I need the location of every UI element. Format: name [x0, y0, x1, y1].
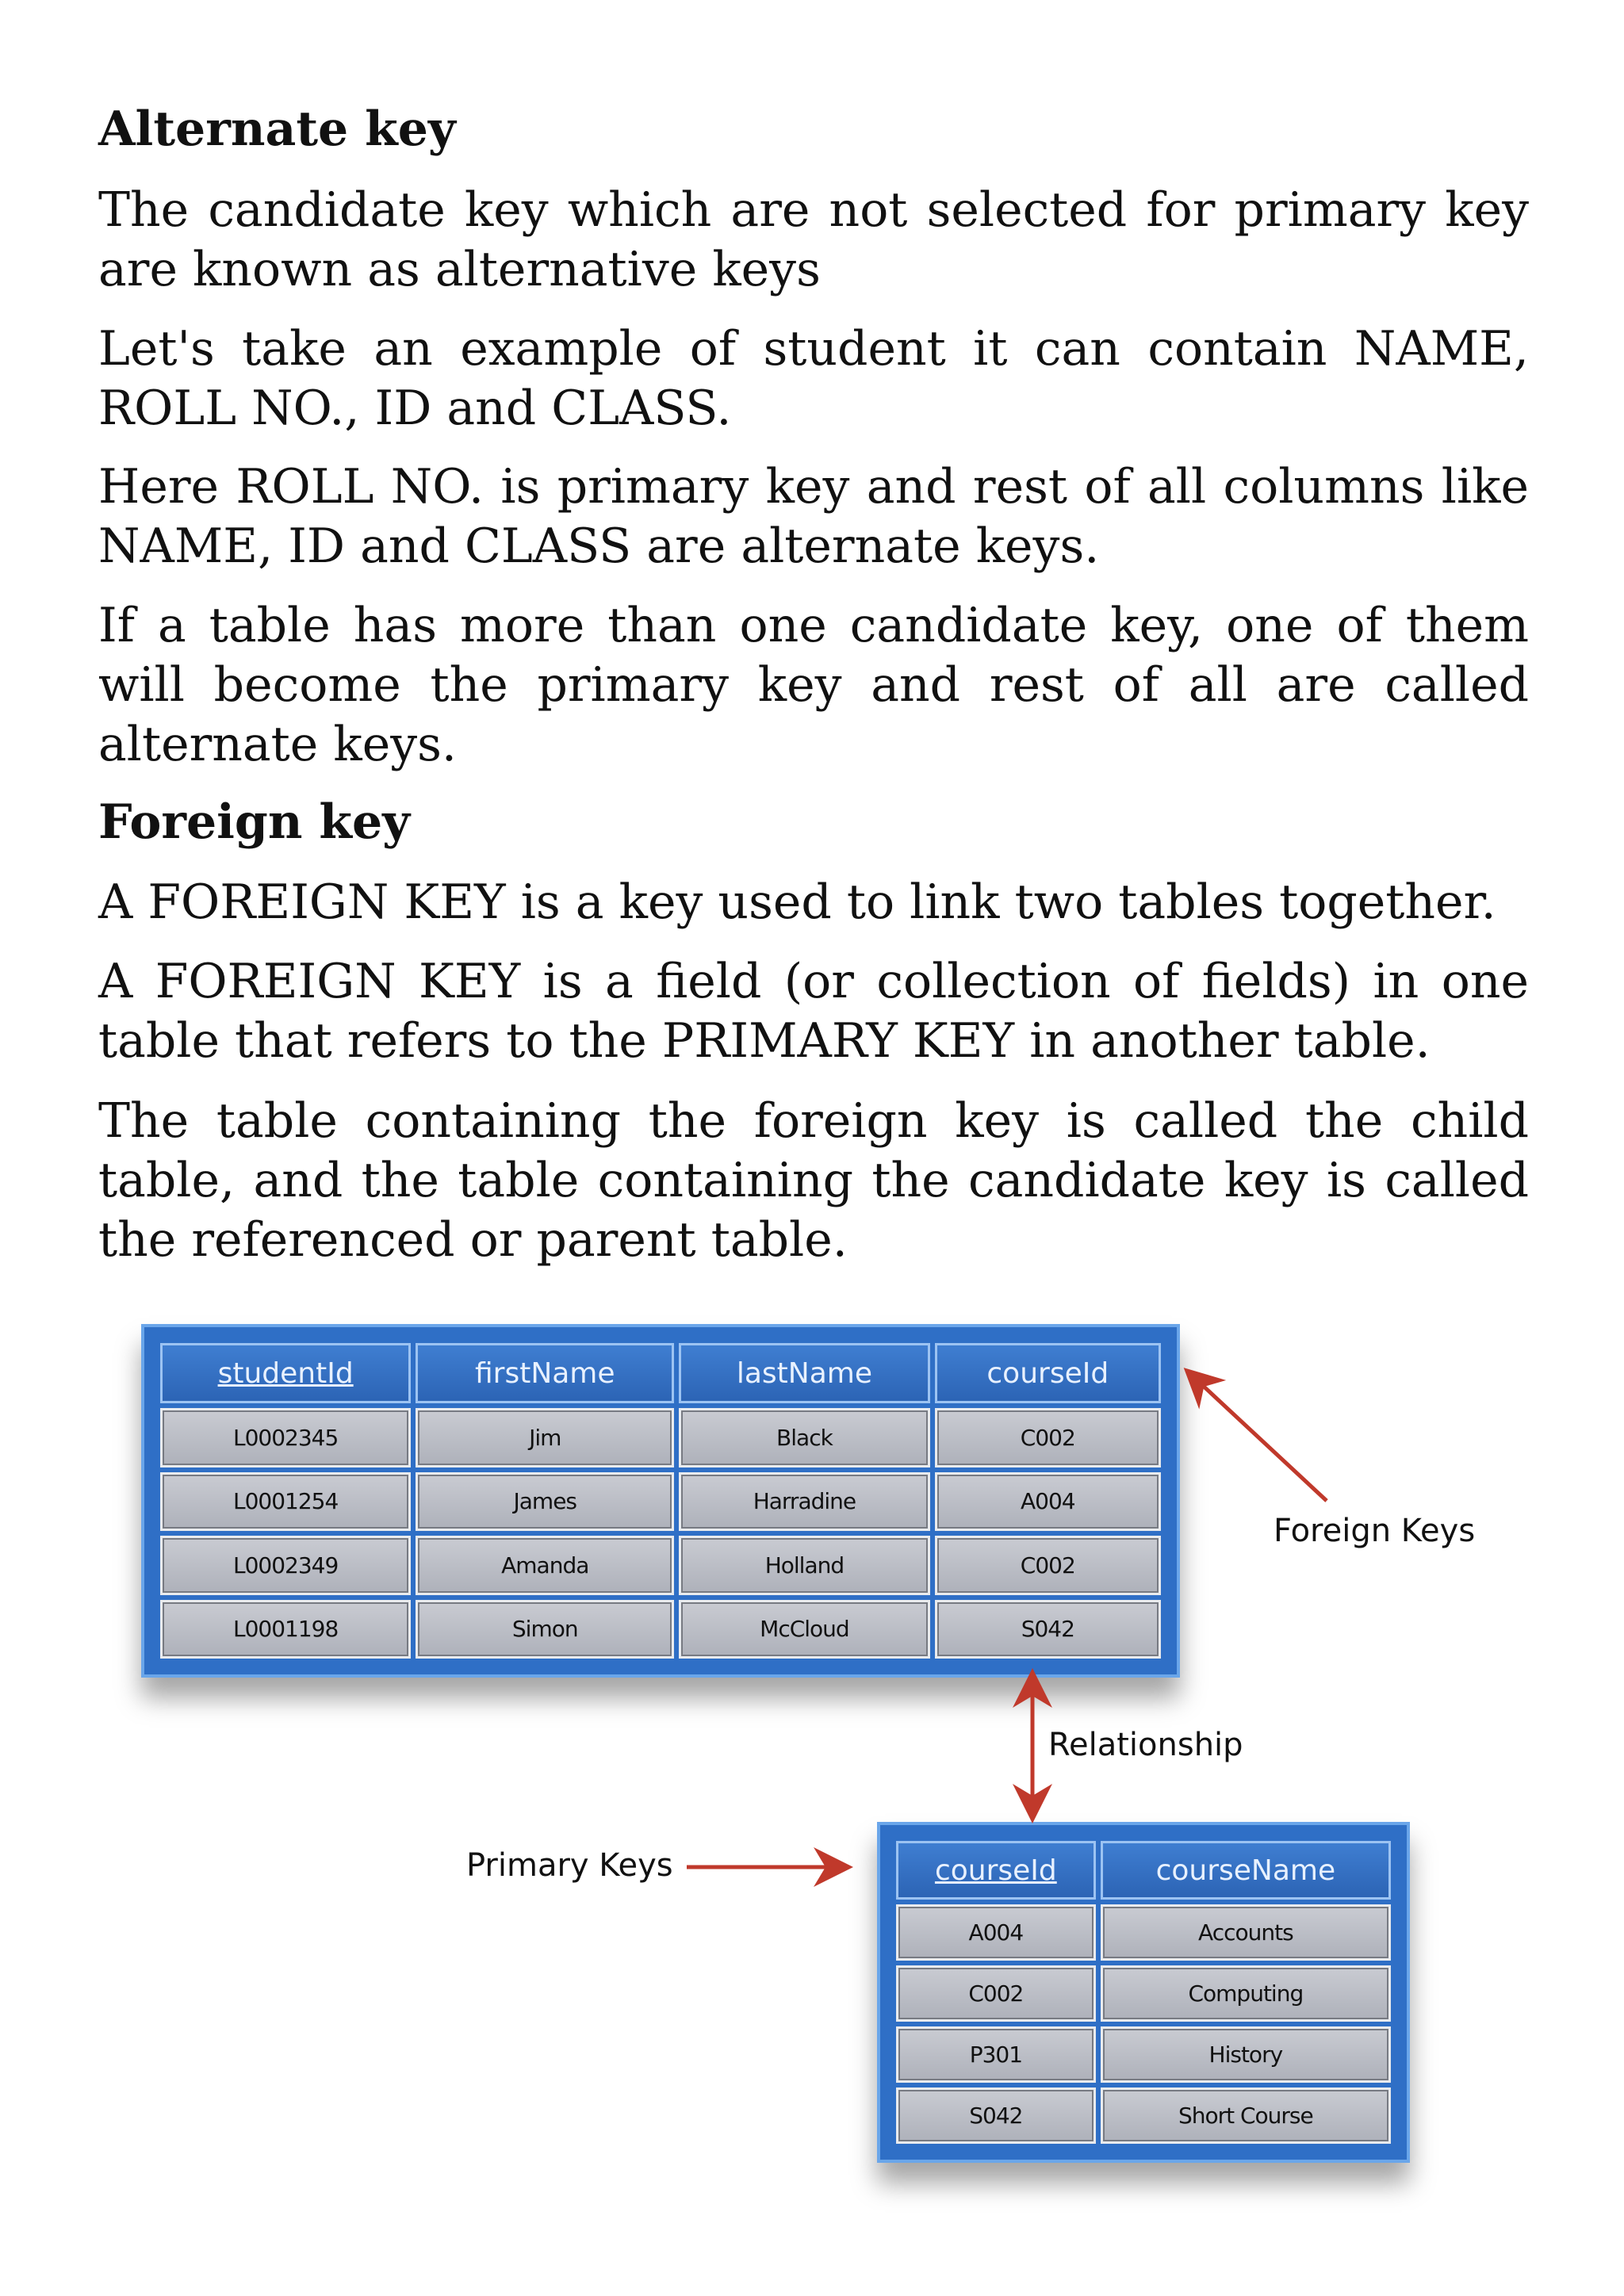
- table-cell: C002: [896, 1965, 1096, 2022]
- foreign-key-heading: Foreign key: [98, 794, 410, 850]
- table-cell: P301: [896, 2026, 1096, 2083]
- child-table-paragraph: The table containing the foreign key is called the child table, and the table containing the candidate key is called the referenced or parent table.: [98, 1093, 1529, 1268]
- table-cell: A004: [935, 1472, 1161, 1532]
- foreign-keys-label: Foreign Keys: [1274, 1513, 1476, 1549]
- students-header-firstname: firstName: [416, 1343, 674, 1403]
- table-cell: Accounts: [1101, 1904, 1391, 1961]
- courses-header-coursename: courseName: [1101, 1841, 1391, 1900]
- table-cell: Simon: [416, 1600, 674, 1659]
- candidate-key-paragraph: If a table has more than one candidate key, one of them will become the primary key and rest of all are called alternate keys.: [98, 598, 1529, 772]
- table-cell: Harradine: [679, 1472, 929, 1532]
- table-cell: History: [1101, 2026, 1391, 2083]
- relationship-label: Relationship: [1048, 1727, 1243, 1763]
- table-cell: L0002345: [160, 1408, 411, 1468]
- foreign-key-link-paragraph: A FOREIGN KEY is a key used to link two tables together.: [98, 874, 1496, 930]
- table-cell: C002: [935, 1536, 1161, 1595]
- table-cell: S042: [935, 1600, 1161, 1659]
- table-cell: L0002349: [160, 1536, 411, 1595]
- table-cell: A004: [896, 1904, 1096, 1961]
- table-cell: Holland: [679, 1536, 929, 1595]
- table-cell: Amanda: [416, 1536, 674, 1595]
- primary-keys-label: Primary Keys: [466, 1847, 673, 1884]
- table-cell: Jim: [416, 1408, 674, 1468]
- students-header-courseid: courseId: [935, 1343, 1161, 1403]
- foreign-keys-arrow: [1189, 1373, 1327, 1501]
- table-cell: S042: [896, 2087, 1096, 2144]
- students-header-studentid: studentId: [160, 1343, 411, 1403]
- alternate-key-heading: Alternate key: [98, 101, 456, 157]
- table-cell: L0001254: [160, 1472, 411, 1532]
- courses-header-courseid: courseId: [896, 1841, 1096, 1900]
- table-cell: Computing: [1101, 1965, 1391, 2022]
- student-example-paragraph: Let's take an example of student it can contain NAME, ROLL NO., ID and CLASS.: [98, 321, 1529, 436]
- table-cell: James: [416, 1472, 674, 1532]
- foreign-key-field-paragraph: A FOREIGN KEY is a field (or collection of fields) in one table that refers to the PRIMARY KEY in another table.: [98, 954, 1529, 1069]
- alternate-key-definition: The candidate key which are not selected for primary key are known as alternative keys: [98, 182, 1529, 297]
- table-cell: L0001198: [160, 1600, 411, 1659]
- roll-no-paragraph: Here ROLL NO. is primary key and rest of all columns like NAME, ID and CLASS are alternate keys.: [98, 459, 1529, 574]
- table-cell: Short Course: [1101, 2087, 1391, 2144]
- table-cell: Black: [679, 1408, 929, 1468]
- students-header-lastname: lastName: [679, 1343, 929, 1403]
- table-cell: C002: [935, 1408, 1161, 1468]
- table-cell: McCloud: [679, 1600, 929, 1659]
